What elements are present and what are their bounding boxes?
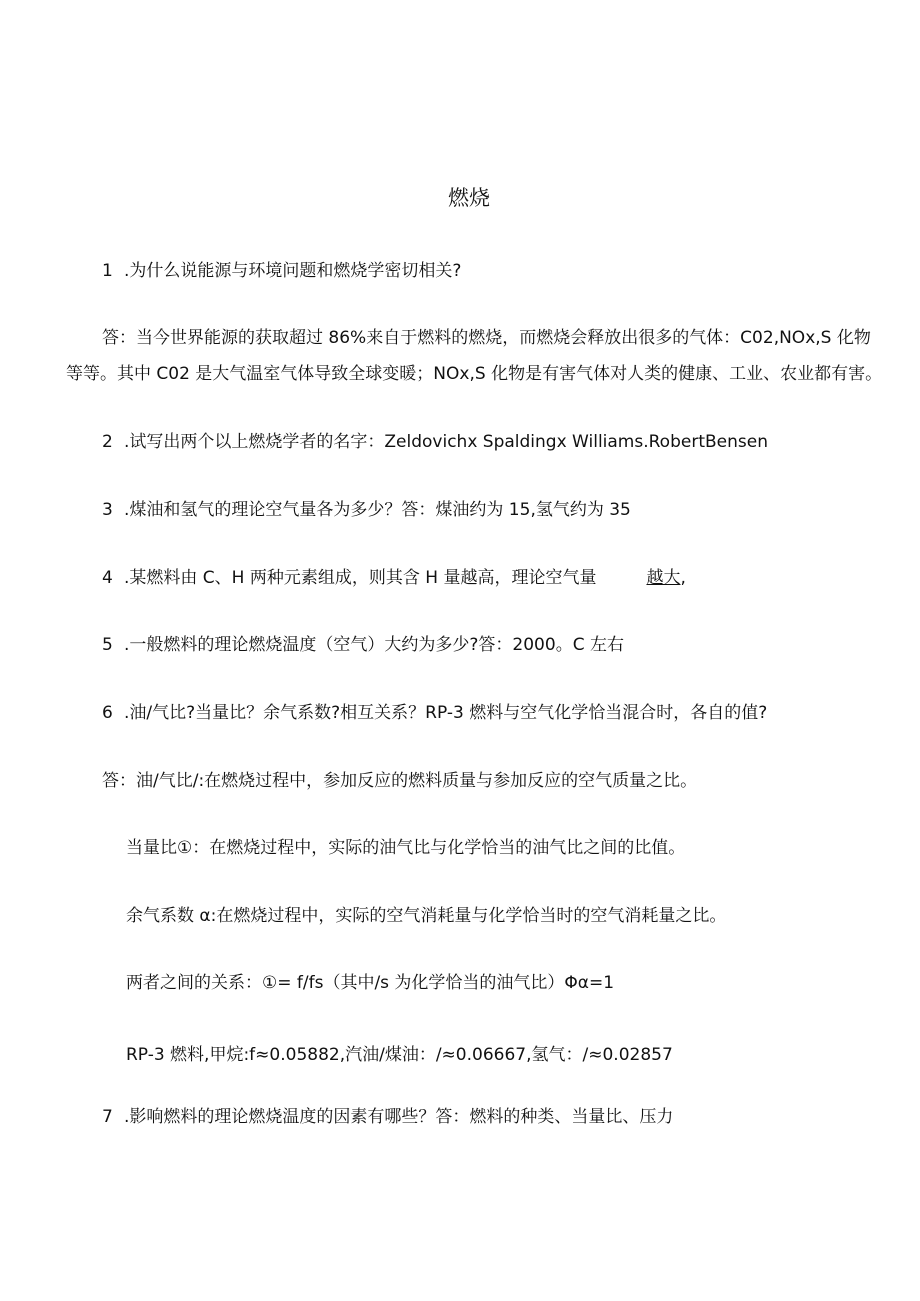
question-3 (102, 498, 631, 522)
question-text: .油/气比?当量比？余气系数?相互关系？RP-3 燃料与空气化学恰当混合时，各自的值? (124, 703, 768, 723)
question-number: 2 (102, 432, 113, 452)
page-title: 燃烧 (448, 186, 490, 210)
question-text: .一般燃料的理论燃烧温度（空气）大约为多少?答：2000。C 左右 (124, 635, 624, 655)
question-text: .煤油和氢气的理论空气量各为多少？答：煤油约为 15,氢气约为 35 (124, 500, 631, 520)
question-tail: , (680, 568, 686, 588)
question-5 (102, 633, 624, 657)
question-number: 1 (102, 261, 113, 281)
answer-6-line-2: 当量比①：在燃烧过程中，实际的油气比与化学恰当的油气比之间的比值。 (126, 838, 686, 858)
answer-6-line-3: 余气系数 α:在燃烧过程中，实际的空气消耗量与化学恰当时的空气消耗量之比。 (126, 906, 727, 926)
question-number: 5 (102, 635, 113, 655)
question-text: .影响燃料的理论燃烧温度的因素有哪些？答：燃料的种类、当量比、压力 (124, 1107, 674, 1127)
question-number: 7 (102, 1107, 113, 1127)
question-1 (102, 259, 461, 283)
question-6 (102, 701, 767, 725)
fill-in-answer: 越大 (646, 568, 681, 588)
answer-6-line-5: RP-3 燃料,甲烷:f≈0.05882,汽油/煤油：/≈0.06667,氢气：/≈0.02857 (126, 1045, 673, 1065)
question-4 (102, 566, 686, 590)
answer-1-line-1: 答：当今世界能源的获取超过 86%来自于燃料的燃烧，而燃烧会释放出很多的气体：C02,NOx,S 化物 (102, 328, 871, 348)
question-text: .试写出两个以上燃烧学者的名字：Zeldovichx Spaldingx Williams.RobertBensen (124, 432, 768, 452)
answer-6-line-1: 答：油/气比/:在燃烧过程中，参加反应的燃料质量与参加反应的空气质量之比。 (102, 771, 698, 791)
question-text: .为什么说能源与环境问题和燃烧学密切相关? (124, 261, 462, 281)
question-text: .某燃料由 C、H 两种元素组成，则其含 H 量越高，理论空气量 (124, 568, 597, 588)
answer-1-line-2: 等等。其中 C02 是大气温室气体导致全球变暖；NOx,S 化物是有害气体对人类的健康、工业、农业都有害。 (66, 364, 883, 384)
question-2 (102, 430, 768, 454)
question-number: 6 (102, 703, 113, 723)
question-number: 3 (102, 500, 113, 520)
answer-6-line-4: 两者之间的关系：①= f/fs（其中/s 为化学恰当的油气比）Φα=1 (126, 973, 615, 993)
question-7 (102, 1105, 673, 1129)
question-number: 4 (102, 568, 113, 588)
